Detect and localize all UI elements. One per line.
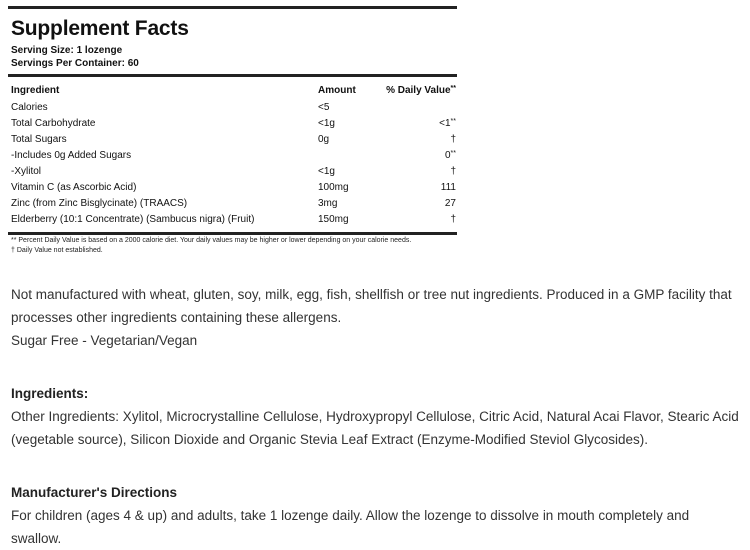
row-amount: 150mg xyxy=(318,214,349,225)
footnote-dagger: † Daily Value not established. xyxy=(11,247,103,254)
row-daily-value: † xyxy=(450,134,456,145)
facts-row xyxy=(8,196,457,212)
facts-row xyxy=(8,164,457,180)
row-daily-value: † xyxy=(450,166,456,177)
row-amount: 0g xyxy=(318,134,330,145)
ingredients-section xyxy=(11,382,741,451)
facts-row xyxy=(8,148,457,164)
row-amount: 3mg xyxy=(318,198,338,209)
facts-row xyxy=(8,100,457,116)
row-daily-value: 0** xyxy=(444,150,456,161)
directions-heading: Manufacturer's Directions xyxy=(11,485,178,500)
facts-row xyxy=(8,180,457,196)
facts-row xyxy=(8,116,457,132)
footnotes xyxy=(8,235,457,256)
row-amount: <1g xyxy=(318,118,335,129)
row-daily-value: 111 xyxy=(440,182,456,193)
row-amount: <1g xyxy=(318,166,335,177)
header-rule xyxy=(8,74,457,77)
row-daily-value: † xyxy=(450,214,456,225)
facts-table-header xyxy=(8,83,457,99)
row-ingredient-name: Elderberry (10:1 Concentrate) (Sambucus nigra) (Fruit) xyxy=(11,214,255,225)
facts-title: Supplement Facts xyxy=(11,17,189,40)
servings-per-container: Servings Per Container: 60 xyxy=(11,57,139,69)
row-ingredient-name: -Includes 0g Added Sugars xyxy=(11,150,132,161)
row-ingredient-name: Zinc (from Zinc Bisglycinate) (TRAACS) xyxy=(11,198,188,209)
facts-table-body xyxy=(8,99,457,232)
facts-row xyxy=(8,212,457,228)
facts-row xyxy=(8,132,457,148)
row-ingredient-name: Total Carbohydrate xyxy=(11,118,96,129)
allergen-statement: Not manufactured with wheat, gluten, soy, milk, egg, fish, shellfish or tree nut ingredients. Produced in a GMP facility that processes other ingredients containing these allergens. xyxy=(11,287,732,325)
row-amount: 100mg xyxy=(318,182,349,193)
row-ingredient-name: -Xylitol xyxy=(11,166,42,177)
footnote-percent-dv: ** Percent Daily Value is based on a 2000 calorie diet. Your daily values may be higher or lower depending on your calorie needs. xyxy=(11,237,412,244)
header-amount: Amount xyxy=(318,85,356,96)
row-daily-value: <1** xyxy=(439,118,456,129)
diet-statement: Sugar Free - Vegetarian/Vegan xyxy=(11,333,198,348)
row-ingredient-name: Vitamin C (as Ascorbic Acid) xyxy=(11,182,137,193)
serving-info xyxy=(8,42,457,74)
row-daily-value: 27 xyxy=(444,198,456,209)
other-ingredients-text: Other Ingredients: Xylitol, Microcrystalline Cellulose, Hydroxypropyl Cellulose, Citric Acid, Natural Acai Flavor, Stearic Acid (vegetable source), Silicon Dioxide and Organic Stevia Leaf Extract (Enzyme-Modified Steviol Glycosides). xyxy=(11,409,739,447)
supplement-facts-panel xyxy=(8,6,457,256)
row-amount: <5 xyxy=(318,102,330,113)
serving-size: Serving Size: 1 lozenge xyxy=(11,45,123,56)
header-ingredient: Ingredient xyxy=(11,85,60,96)
directions-section xyxy=(11,481,741,550)
allergen-section xyxy=(11,283,741,352)
row-ingredient-name: Calories xyxy=(11,102,48,113)
row-ingredient-name: Total Sugars xyxy=(11,134,67,145)
directions-text: For children (ages 4 & up) and adults, take 1 lozenge daily. Allow the lozenge to dissolve in mouth completely and swallow. xyxy=(11,508,690,546)
header-daily-value: % Daily Value** xyxy=(386,85,456,96)
ingredients-heading: Ingredients: xyxy=(11,386,89,401)
